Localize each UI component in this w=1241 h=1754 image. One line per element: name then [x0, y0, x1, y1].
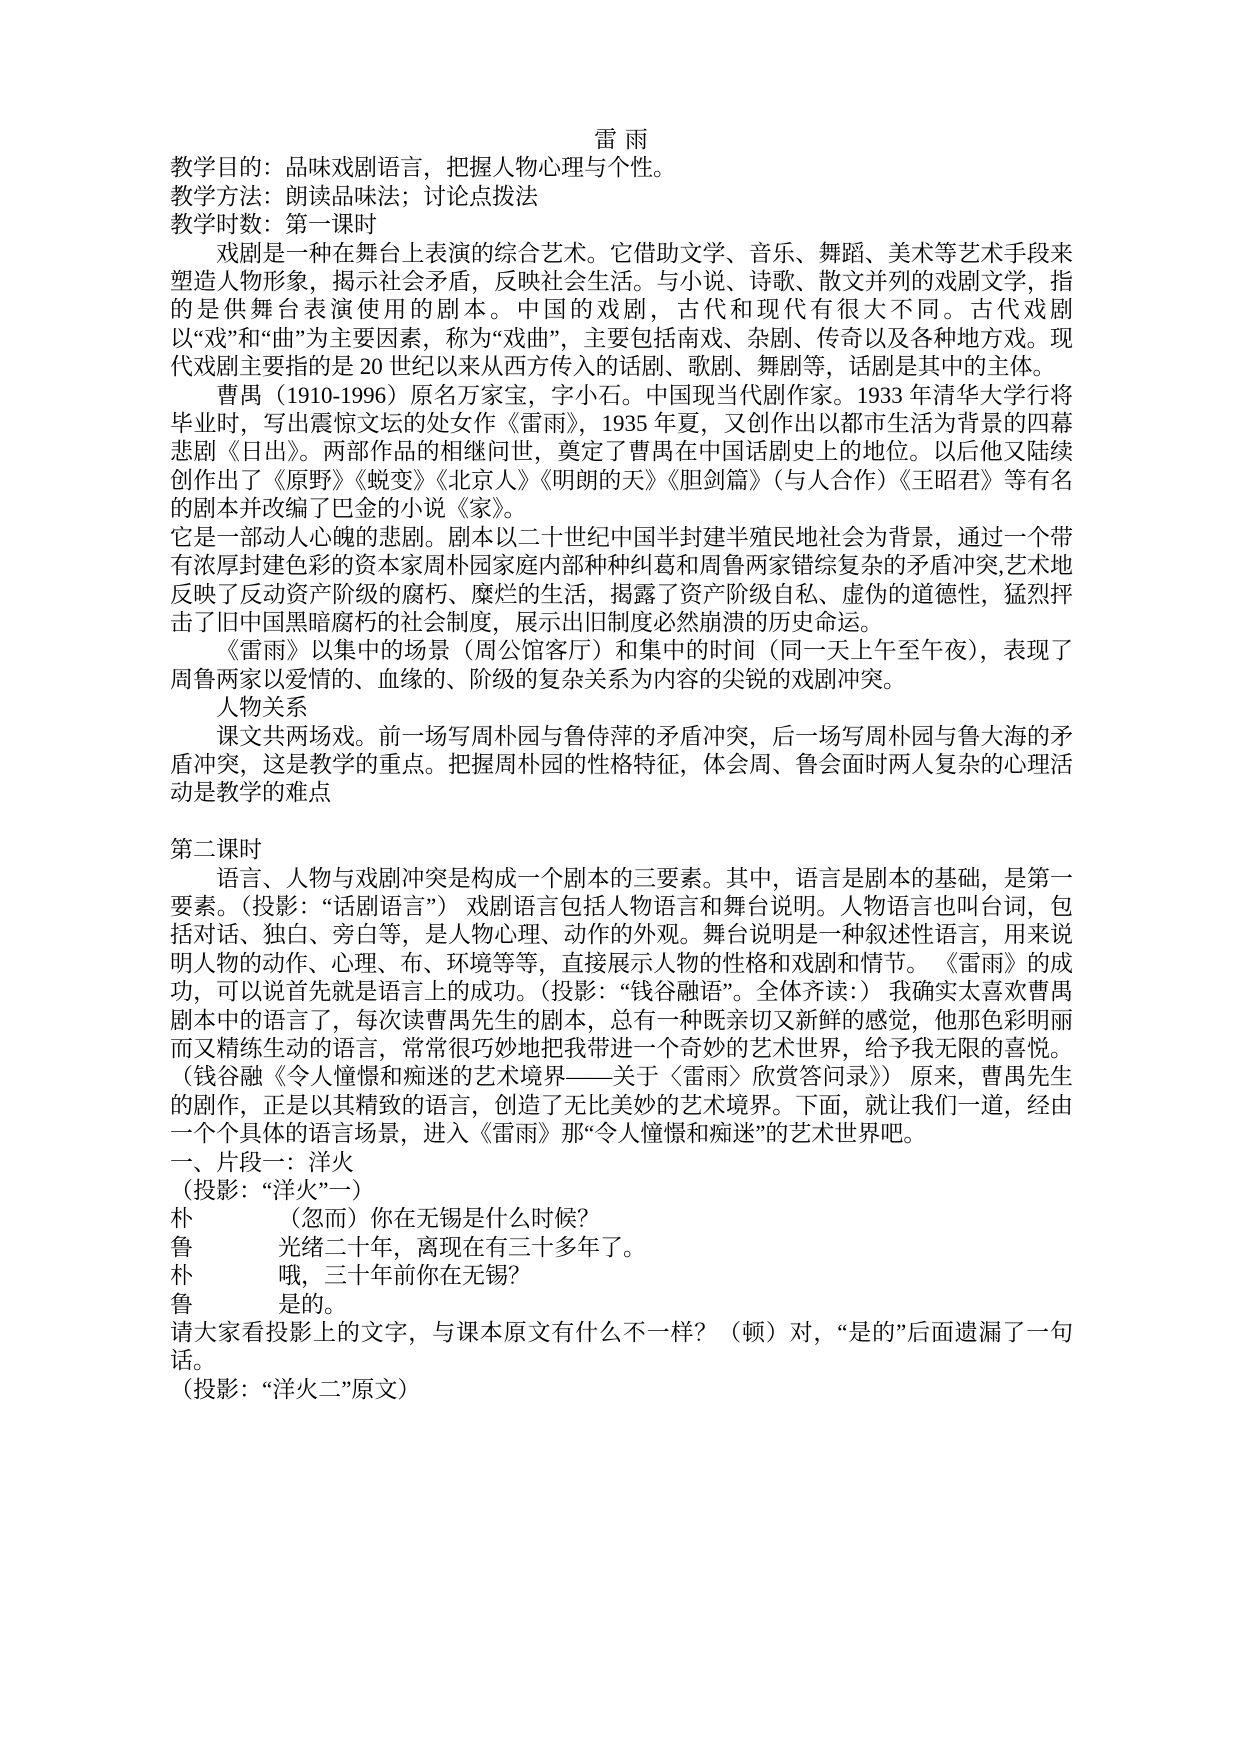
paragraph: 教学目的：品味戏剧语言，把握人物心理与个性。	[170, 155, 676, 181]
dialog-line	[170, 1205, 1073, 1233]
dialog-line	[170, 1262, 1073, 1290]
paragraph: 戏剧是一种在舞台上表演的综合艺术。它借助文学、音乐、舞蹈、美术等艺术手段来塑造人物形象，揭示社会矛盾，反映社会生活。与小说、诗歌、散文并列的戏剧文学，指的是供舞台表演使用的剧本。中国的戏剧，古代和现代有很大不同。古代戏剧以“戏”和“曲”为主要因素，称为“戏曲”，主要包括南戏、杂剧、传奇以及各种地方戏。现代戏剧主要指的是 20 世纪以来从西方传入的话剧、歌剧、舞剧等，话剧是其中的主体。	[170, 240, 1073, 380]
dialog-content: （忽而）你在无锡是什么时候？	[278, 1206, 600, 1232]
dialog-content: 哦，三十年前你在无锡？	[278, 1263, 531, 1289]
paragraph: 人物关系	[216, 695, 308, 721]
paragraph: 曹禺（1910-1996）原名万家宝，字小石。中国现当代剧作家。1933 年清华大学行将毕业时，写出震惊文坛的处女作《雷雨》，1935 年夏，又创作出以都市生活为背景的四幕悲剧《日出》。两部作品的相继问世，奠定了曹禺在中国话剧史上的地位。以后他又陆续创作出了《原野》《蜕变》《北京人》《明朗的天》《胆剑篇》（与人合作）《王昭君》等有名的剧本并改编了巴金的小说《家》。	[170, 382, 1073, 522]
dialog-content: 光绪二十年，离现在有三十多年了。	[278, 1234, 646, 1260]
dialog-speaker: 朴	[170, 1263, 193, 1289]
dialog-speaker: 鲁	[170, 1234, 193, 1260]
paragraph: 《雷雨》以集中的场景（周公馆客厅）和集中的时间（同一天上午至午夜），表现了周鲁两家以爱情的、血缘的、阶级的复杂关系为内容的尖锐的戏剧冲突。	[170, 638, 1073, 692]
paragraph: （投影：“洋火二”原文）	[170, 1376, 421, 1402]
paragraph: 请大家看投影上的文字，与课本原文有什么不一样？（顿）对，“是的”后面遗漏了一句话。	[170, 1320, 1073, 1374]
blank-line	[170, 808, 1073, 836]
paragraph: 第二课时	[170, 837, 262, 863]
paragraph: 它是一部动人心魄的悲剧。剧本以二十世纪中国半封建半殖民地社会为背景，通过一个带有浓厚封建色彩的资本家周朴园家庭内部种种纠葛和周鲁两家错综复杂的矛盾冲突,艺术地反映了反动资产阶级的腐朽、糜烂的生活，揭露了资产阶级自私、虚伪的道德性，猛烈抨击了旧中国黑暗腐朽的社会制度，展示出旧制度必然崩溃的历史命运。	[170, 524, 1073, 635]
page-title: 雷 雨	[594, 127, 649, 152]
paragraph: 教学时数：第一课时	[170, 212, 377, 238]
dialog-content: 是的。	[278, 1291, 347, 1317]
paragraph: 语言、人物与戏剧冲突是构成一个剧本的三要素。其中，语言是剧本的基础，是第一要素。（投影：“话剧语言”） 戏剧语言包括人物语言和舞台说明。人物语言也叫台词，包括对话、独白、旁白等，是人物心理、动作的外观。舞台说明是一种叙述性语言，用来说明人物的动作、心理、布、环境等等，直接展示人物的性格和戏剧和情节。 《雷雨》的成功，可以说首先就是语言上的成功。（投影：“钱谷融语”。全体齐读：） 我确实太喜欢曹禺剧本中的语言了，每次读曹禺先生的剧本，总有一种既亲切又新鲜的感觉，他那色彩明丽而又精练生动的语言，常常很巧妙地把我带进一个奇妙的艺术世界，给予我无限的喜悦。（钱谷融《令人憧憬和痴迷的艺术境界——关于〈雷雨〉欣赏答问录》） 原来，曹禺先生的剧作，正是以其精致的语言，创造了无比美妙的艺术境界。下面，就让我们一道，经由一个个具体的语言场景，进入《雷雨》那“令人憧憬和痴迷”的艺术世界吧。	[170, 865, 1073, 1147]
paragraph: 教学方法：朗读品味法；讨论点拨法	[170, 183, 538, 209]
dialog-line	[170, 1234, 1073, 1262]
paragraph: 一、片段一：洋火	[170, 1149, 354, 1175]
paragraph: （投影：“洋火”一）	[170, 1178, 375, 1204]
dialog-line	[170, 1291, 1073, 1319]
document-body	[170, 154, 1073, 1404]
dialog-speaker: 鲁	[170, 1291, 193, 1317]
dialog-speaker: 朴	[170, 1206, 193, 1232]
paragraph: 课文共两场戏。前一场写周朴园与鲁侍萍的矛盾冲突，后一场写周朴园与鲁大海的矛盾冲突，这是教学的重点。把握周朴园的性格特征，体会周、鲁会面时两人复杂的心理活动是教学的难点	[170, 723, 1073, 806]
